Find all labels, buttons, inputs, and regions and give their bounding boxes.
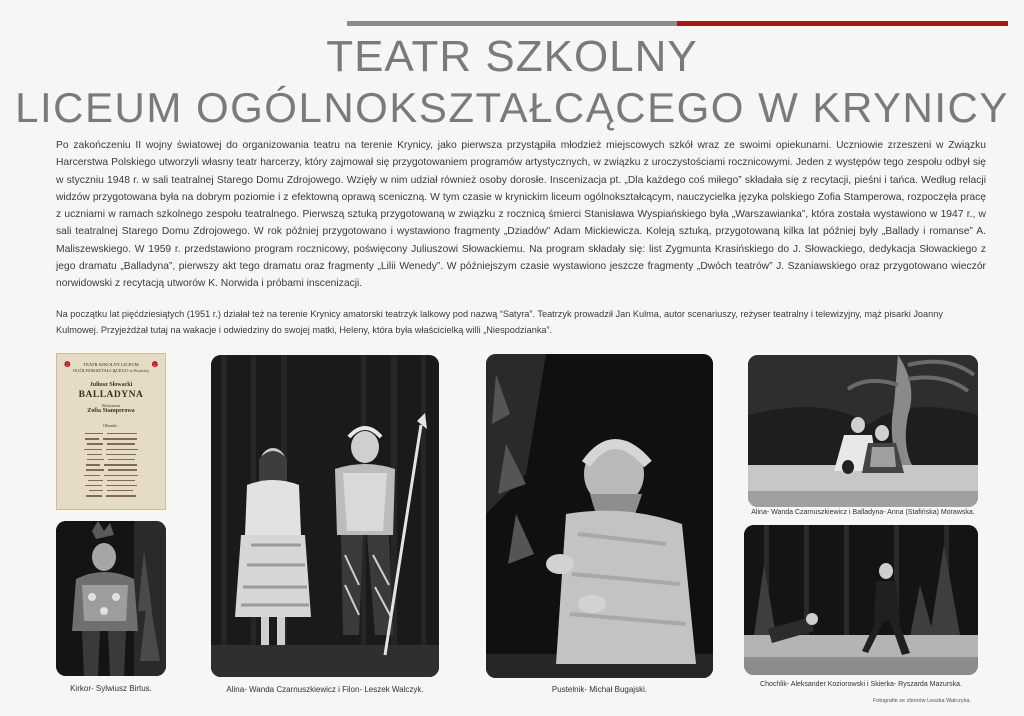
photo-pustelnik — [486, 354, 713, 678]
playbill-director: Zofia Stamperowa — [87, 408, 135, 414]
playbill-author: Juliusz Słowacki — [89, 382, 133, 388]
playbill-director-label: Reżyseria — [102, 403, 120, 408]
playbill-title: BALLADYNA — [78, 390, 144, 400]
theatre-masks-icon: ☻ — [62, 359, 73, 370]
photo-kirkor — [56, 521, 166, 676]
photo-chochlik-skierka — [744, 525, 978, 675]
header-bar-red — [677, 21, 1008, 26]
theatre-masks-icon: ☻ — [149, 359, 160, 370]
photo-credit: Fotografie ze zbiorów Leszka Walczyka. — [873, 698, 971, 704]
playbill-header: TEATR SZKOLNY LICEUM OGÓLNOKSZTAŁCĄCEGO w Krynicy — [72, 362, 150, 373]
history-paragraph: Po zakończeniu II wojny światowej do organizowania teatru na terenie Krynicy, jako pierwsza przystąpiła młodzież miejscowych szkół wraz ze swoimi opiekunami. Uczniowie zrzeszeni w Związku Harcerstwa Polskiego utworzyli własny teatr harcerzy, który zajmował się przygotowaniem programów artystycznych, w związku z uroczystościami rocznicowymi. Jeden z występów tego zespołu odbył się w styczniu 1948 r. w sali teatralnej Starego Domu Zdrojowego. Wzięły w nim udział również osoby dorosłe. Inscenizacja pt. „Dla każdego coś miłego” składała się z recytacji, pieśni i tańca. Według relacji widzów przygotowana była na dobrym poziomie i z efektowną oprawą sceniczną. W tym czasie w krynickim liceum ogólnokształcącym, nauczycielka języka polskiego Zofia Stamperowa, rozpoczęła pracę z uczniami w ramach szkolnego zespołu teatralnego. Pierwszą sztuką przygotowaną w związku z rocznicą śmierci Stanisława Wyspiańskiego była „Warszawianka”, która została wystawiono w 1947 r., w sali teatralnej Starego Domu Zdrojowego. W rok później przygotowano i wystawiono fragmenty „Dziadów” Adam Mickiewicza. Koleją sztuką, przygotowaną kilka lat później były „Ballady i romanse” A. Maliszewskiego. W 1959 r. przedstawiono program rocznicowy, poświęcony Juliuszowi Słowackiemu. Na program składały się: list Zygmunta Krasińskiego do J. Słowackiego, dedykacja Słowackiego z jego dramatu „Balladyna”, pierwszy akt tego dramatu oraz fragmenty „Lilii Wenedy”. W późniejszym czasie wystawiono jeszcze fragmenty „Dwóch teatrów” J. Szaniawskiego oraz przygotowano wieczór norwidowski z recytacją utworów K. Norwida i próbami inscenizacji. — [56, 140, 986, 290]
caption-kirkor: Kirkor- Sylwiusz Birtus. — [70, 684, 152, 693]
balladyna-playbill — [56, 353, 166, 510]
page-title-line2: LICEUM OGÓLNOKSZTAŁCĄCEGO W KRYNICY — [15, 84, 1009, 131]
playbill-cast-list — [63, 431, 159, 498]
photo-alina-filon — [211, 355, 439, 677]
header-bar-gray — [347, 21, 677, 26]
caption-pustelnik: Pustelnik- Michał Bugajski. — [551, 685, 648, 694]
playbill-cast-label: Obsada : — [103, 423, 119, 428]
caption-chochlik-skierka: Chochlik- Aleksander Koziorowski i Skierka- Ryszarda Mazurska. — [760, 681, 962, 688]
page-title-line1: TEATR SZKOLNY — [326, 32, 698, 81]
photo-alina-balladyna — [748, 355, 978, 507]
puppet-theatre-paragraph: Na początku lat pięćdziesiątych (1951 r.) działał też na terenie Krynicy amatorski teatrzyk lalkowy pod nazwą “Satyra”. Teatrzyk prowadził Jan Kulma, autor scenariuszy, reżyser teatralny i telewizyjny, mąż pisarki Joanny Kulmowej. Przyjeżdżał tutaj na wakacje i odwiedziny do swojej matki, Heleny, która była właścicielką willi „Niespodzianka”. — [56, 309, 943, 335]
caption-alina-balladyna: Alina- Wanda Czarnuszkiewicz i Balladyna- Anna (Stafińska) Morawska. — [751, 509, 975, 516]
caption-alina-filon: Alina- Wanda Czarnuszkiewicz i Filon- Leszek Walczyk. — [226, 685, 424, 694]
